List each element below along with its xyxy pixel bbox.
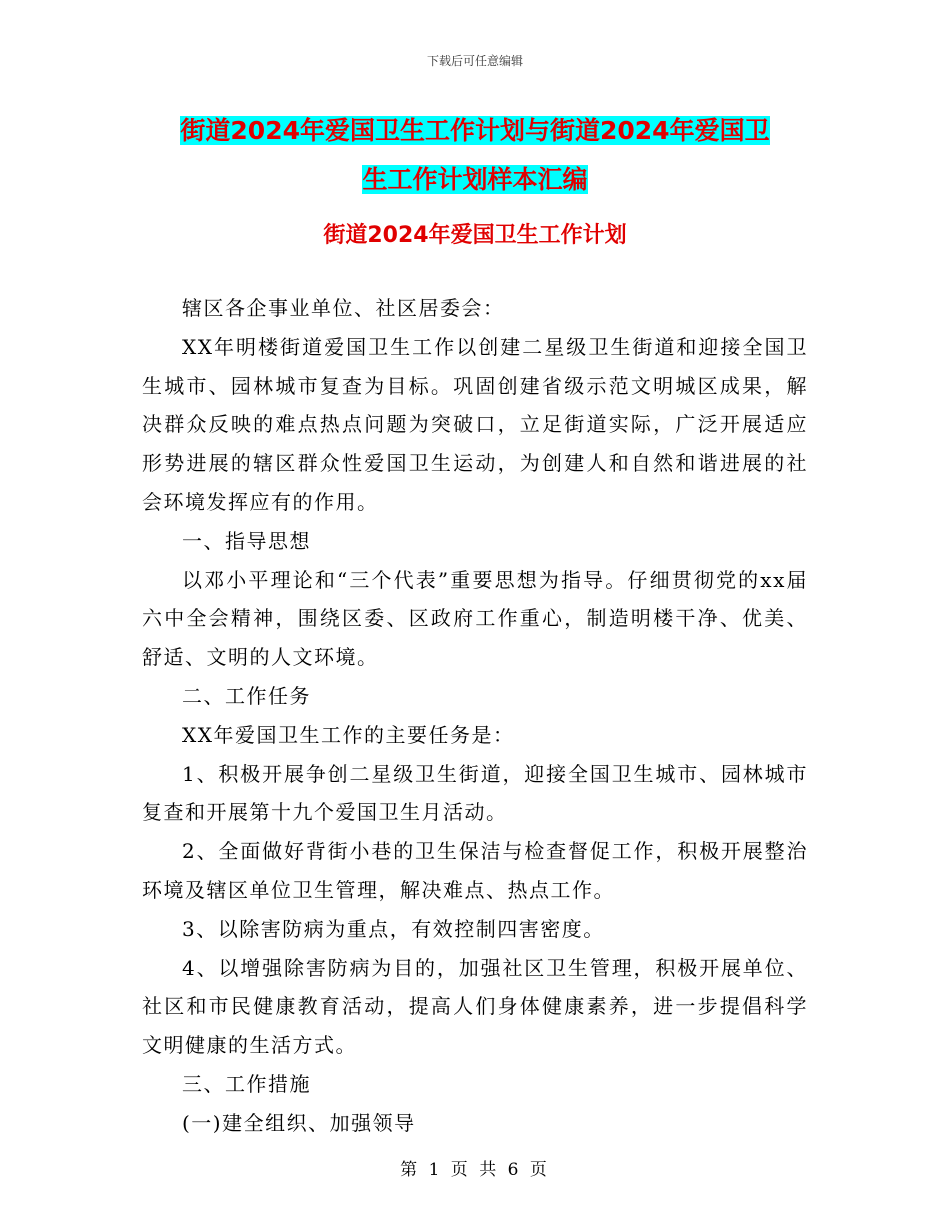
- list-item: 2、全面做好背街小巷的卫生保洁与检查督促工作，积极开展整治环境及辖区单位卫生管理，解决难点、热点工作。: [142, 839, 808, 902]
- document-title: [140, 106, 810, 204]
- header-note: 下载后可任意编辑: [426, 54, 523, 68]
- document-title-line-1: 街道2024年爱国卫生工作计划与街道2024年爱国卫: [180, 116, 770, 145]
- paragraph: XX年爱国卫生工作的主要任务是：: [182, 722, 515, 747]
- subheading: (一)建全组织、加强领导: [182, 1110, 416, 1135]
- heading-work-tasks: 二、工作任务: [182, 683, 311, 708]
- section-title: 街道2024年爱国卫生工作计划: [323, 223, 627, 248]
- heading-work-measures: 三、工作措施: [182, 1071, 311, 1096]
- list-item: 3、以除害防病为重点，有效控制四害密度。: [182, 916, 605, 941]
- heading-guiding-ideology: 一、指导思想: [182, 528, 311, 553]
- document-body: [142, 289, 808, 1143]
- page-footer: 第 1 页 共 6 页: [400, 1160, 550, 1180]
- paragraph: 辖区各企事业单位、社区居委会：: [182, 296, 505, 320]
- document-title-line-2: 生工作计划样本汇编: [362, 165, 588, 194]
- paragraph: 以邓小平理论和“三个代表”重要思想为指导。仔细贯彻党的xx届六中全会精神，围绕区委、区政府工作重心，制造明楼干净、优美、舒适、文明的人文环境。: [142, 567, 808, 670]
- list-item: 4、以增强除害防病为目的，加强社区卫生管理，积极开展单位、社区和市民健康教育活动，提高人们身体健康素养，进一步提倡科学文明健康的生活方式。: [142, 955, 808, 1058]
- list-item: 1、积极开展争创二星级卫生街道，迎接全国卫生城市、园林城市复查和开展第十九个爱国卫生月活动。: [142, 761, 808, 825]
- paragraph: XX年明楼街道爱国卫生工作以创建二星级卫生街道和迎接全国卫生城市、园林城市复查为目标。巩固创建省级示范文明城区成果，解决群众反映的难点热点问题为突破口，立足街道实际，广泛开展适应形势进展的辖区群众性爱国卫生运动，为创建人和自然和谐进展的社会环境发挥应有的作用。: [142, 334, 808, 514]
